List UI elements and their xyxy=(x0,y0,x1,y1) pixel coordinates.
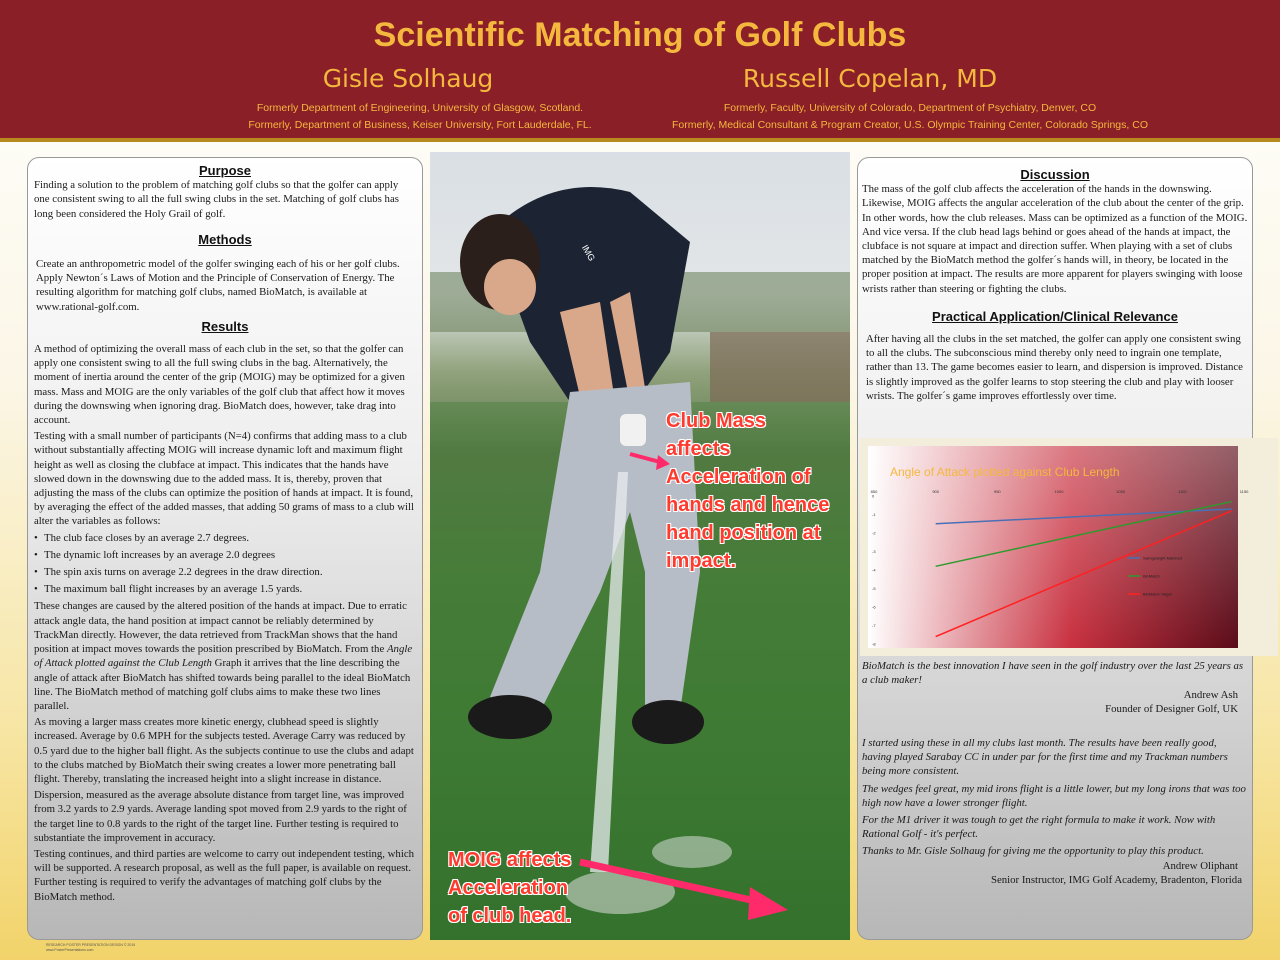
testimonial-quote: Thanks to Mr. Gisle Solhaug for giving me the opportunity to play this product. xyxy=(862,845,1204,858)
poster-footer: RESEARCH POSTER PRESENTATION DESIGN © 2015 www.PosterPresentations.com xyxy=(46,943,136,952)
list-item: • The club face closes by an average 2.7 degrees. xyxy=(34,531,416,545)
results-paragraph: Dispersion, measured as the average absolute distance from target line, was improved from 3.2 yards to 2.9 yards. Average landing spot moved from 2.9 yards to the right of the target line to 0.8 yards to the right of the target line. Further testing is required to substantiate the improvement in accuracy. xyxy=(34,789,407,844)
chart-legend-label: Swingweight Matched xyxy=(1143,555,1182,561)
testimonial-role: Founder of Designer Golf, UK xyxy=(1105,702,1238,715)
chart-x-tick-label: 900 xyxy=(932,489,940,494)
chart-legend-label: BioMatch Target xyxy=(1143,591,1172,597)
section-heading-methods: Methods xyxy=(198,231,252,247)
testimonial-role: Senior Instructor, IMG Golf Academy, Bradenton, Florida xyxy=(990,873,1242,886)
chart-x-tick-label: 1000 xyxy=(1054,489,1064,494)
purpose-text: Finding a solution to the problem of matching golf clubs so that the golfer can apply one consistent swing to all the full swing clubs in the set. Matching of golf clubs has long been considered the Holy Grail of golf. xyxy=(34,179,399,220)
author-affiliations xyxy=(200,100,640,134)
chart-y-tick-label: -3 xyxy=(872,549,876,554)
callout-club-mass: Club Mass affects Acceleration of hands and hence hand position at impact. xyxy=(666,410,830,572)
chart-y-tick-label: 0 xyxy=(872,493,875,499)
chart-y-tick-label: -5 xyxy=(872,586,876,591)
chart-y-tick-label: -8 xyxy=(872,641,876,647)
chart-legend-label: BioMatch xyxy=(1143,573,1160,579)
testimonial-quote: For the M1 driver it was tough to get the right formula to make it work. Now with Rational Golf - it's perfect. xyxy=(862,814,1216,841)
chart-x-tick-label: 1100 xyxy=(1178,489,1187,494)
section-heading-practical: Practical Application/Clinical Relevance xyxy=(932,308,1178,324)
angle-of-attack-chart xyxy=(860,438,1278,656)
testimonial-author: Andrew Ash xyxy=(1183,688,1238,701)
affiliation-line: Formerly, Department of Business, Keiser University, Fort Lauderdale, FL. xyxy=(248,119,592,131)
testimonial-quote: I started using these in all my clubs last month. The results have been really good, having played Sarabay CC in under par for the first time and my Trackman numbers being more consistent. xyxy=(862,737,1228,778)
affiliation-line: Formerly, Medical Consultant & Program Creator, U.S. Olympic Training Center, Colorado Springs, CO xyxy=(672,119,1148,131)
golfer-swing-photo xyxy=(430,152,850,940)
results-paragraph: Testing continues, and third parties are welcome to carry out independent testing, which will be supported. A research proposal, as well as the full paper, is available on request. Further testing is required to verify the advantages of matching golf clubs by the BioMatch method. xyxy=(34,847,415,903)
testimonial-quote: The wedges feel great, my mid irons flight is a little lower, but my long irons that was too high now have a lower stronger flight. xyxy=(862,782,1246,809)
shirt-logo: IMG xyxy=(579,243,598,263)
callout-moig: MOIG affects Acceleration of club head. xyxy=(448,849,572,927)
affiliation-line: Formerly Department of Engineering, University of Glasgow, Scotland. xyxy=(256,102,584,114)
author-name: Russell Copelan, MD xyxy=(742,64,998,93)
testimonial-quote: BioMatch is the best innovation I have seen in the golf industry over the last 25 years as a club maker! xyxy=(862,660,1244,687)
section-heading-purpose: Purpose xyxy=(198,163,251,178)
chart-x-tick-label: 950 xyxy=(993,489,1001,494)
results-paragraph: As moving a larger mass creates more kinetic energy, clubhead speed is slightly increased. Average by 0.6 MPH for the subjects tested. Average Carry was reduced by 0.5 yard due to the higher ball flight. As the subjects continue to use the clubs and adapt to the clubs matched by BioMatch their swing creates a lower more penetrating ball flight. Thereby, translating the increased height into a slight increase in distance. xyxy=(34,716,414,785)
results-paragraph: Testing with a small number of participants (N=4) confirms that adding mass to a club without substantially affecting MOIG will increase dynamic loft and maximum flight height as well as closing the clubface at impact. This indicates that the hands have slowed down in the downswing due to the added mass. It is, thereby, proven that adjusting the mass of the clubs can optimize the position of hands at impact. It is found, by averaging the effect of the added masses, that adding 50 grams of mass to a club will alter the variables as follows: xyxy=(34,430,414,528)
chart-title: Angle of Attack plotted against Club Length xyxy=(890,465,1120,479)
testimonial-author: Andrew Oliphant xyxy=(1162,859,1238,872)
poster-header xyxy=(0,0,1280,142)
left-panel xyxy=(27,157,423,940)
methods-text: Create an anthropometric model of the golfer swinging each of his or her golf clubs. Apply Newton´s Laws of Motion and the Principle of Conservation of Energy. The resulting algorithm for matching golf clubs, named BioMatch, is available at www.rational-golf.com. xyxy=(36,258,400,313)
author-affiliations xyxy=(640,100,1180,134)
practical-text: After having all the clubs in the set matched, the golfer can apply one consistent swing to all the clubs. The subconscious mind thereby only need to ingrain one template, rather than 13. The game becomes easier to learn, and dispersion is improved. Distance is slightly improved as the golfer learns to stop steering the club and play with looser wrists. The golfer´s game improves effortlessly over time. xyxy=(866,333,1243,402)
chart-y-tick-label: -7 xyxy=(872,623,876,628)
section-heading-results: Results xyxy=(201,318,249,334)
author-name: Gisle Solhaug xyxy=(322,64,494,93)
discussion-text: The mass of the golf club affects the acceleration of the hands in the downswing. Likewise, MOIG affects the angular acceleration of the club about the center of the grip. In other words, how the club releases. Mass can be optimized as a function of the MOIG. And vice versa. If the club head lags behind or goes ahead of the hands at impact, the clubface is not square at impact and direction suffer. When playing with a set of clubs matched by the BioMatch method the golfer´s hands will, in theory, be located in the proper position at impact. The results are more apparent for players swinging with loose wrists rather than steering or fighting the clubs. xyxy=(862,183,1248,295)
poster-title: Scientific Matching of Golf Clubs xyxy=(373,16,907,54)
chart-y-tick-label: -4 xyxy=(872,567,876,573)
list-item: • The maximum ball flight increases by an average 1.5 yards. xyxy=(34,582,416,596)
list-item: • The dynamic loft increases by an average 2.0 degrees xyxy=(34,548,416,562)
results-paragraph: A method of optimizing the overall mass of each club in the set, so that the golfer can apply one consistent swing to all the full swing clubs in the bag. Alternatively, the moment of inertia around the center of the grip (MOIG) may be optimized for a given mass. Mass and MOIG are the only variables of the golf club that affect how it moves during the downswing when ignoring drag. BioMatch does, however, take drag into account. xyxy=(34,343,405,427)
chart-x-tick-label: 1050 xyxy=(1116,489,1126,494)
section-heading-discussion: Discussion xyxy=(1020,167,1090,182)
chart-x-tick-label: 850 xyxy=(870,489,878,494)
chart-y-tick-label: -2 xyxy=(872,530,876,536)
list-item: • The spin axis turns on average 2.2 degrees in the draw direction. xyxy=(34,565,416,579)
chart-y-tick-label: -6 xyxy=(872,604,876,610)
chart-x-tick-label: 1150 xyxy=(1239,489,1249,494)
results-bullet-list xyxy=(34,531,416,597)
chart-y-tick-label: -1 xyxy=(872,512,876,517)
affiliation-line: Formerly, Faculty, University of Colorado, Department of Psychiatry, Denver, CO xyxy=(723,102,1097,114)
chart-svg xyxy=(868,446,1270,648)
results-paragraph: These changes are caused by the altered position of the hands at impact. Due to erratic attack angle data, the hand position at impact cannot be reliably determined by TrackMan directly. However, the data retrieved from TrackMan shows that the hand position at impact moves towards the position prescribed by BioMatch. From the Angle of Attack plotted against the Club Length Graph it arrives that the line describing the angle of attack after BioMatch has shifted towards being parallel to the ideal BioMatch line. The BioMatch method of matching golf clubs aims to make these two lines parallel. xyxy=(34,600,413,712)
